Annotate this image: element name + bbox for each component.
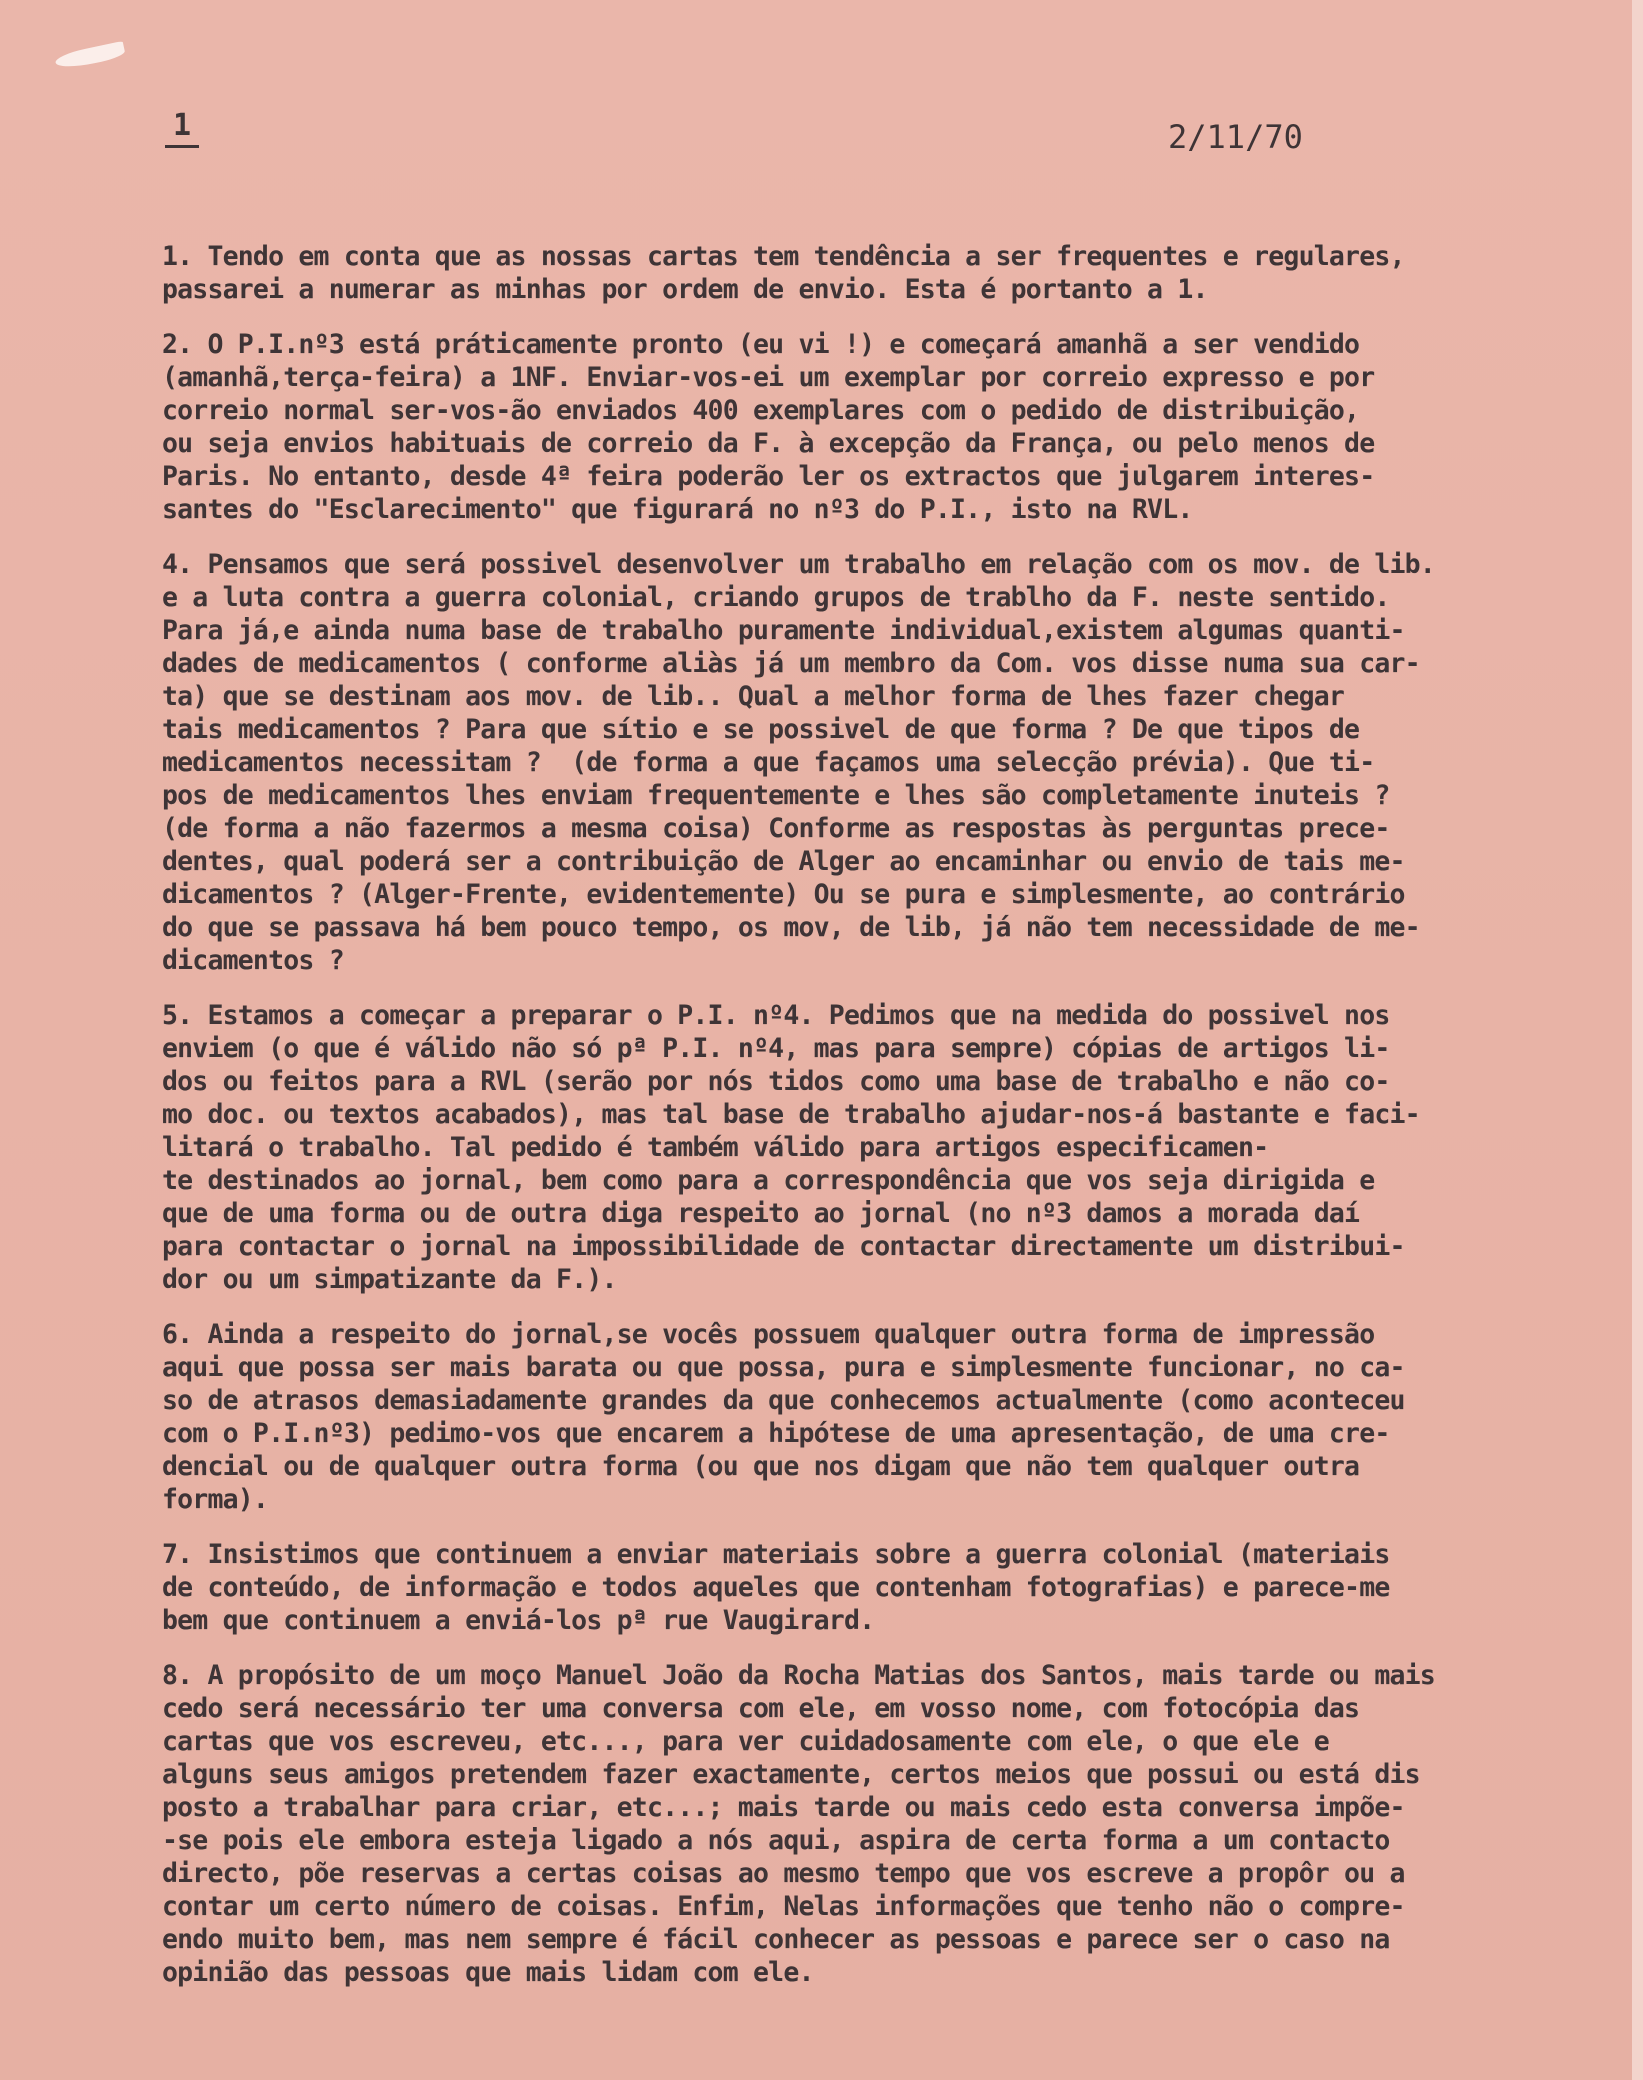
text-line: enviem (o que é válido não só pª P.I. nº4, mas para sempre) cópias de artigos li- xyxy=(162,1033,1390,1064)
text-line: Para já,e ainda numa base de trabalho puramente individual,existem algumas quanti- xyxy=(162,615,1405,646)
text-line: mo doc. ou textos acabados), mas tal base de trabalho ajudar-nos-á bastante e faci- xyxy=(162,1099,1420,1130)
text-line: endo muito bem, mas nem sempre é fácil conhecer as pessoas e parece ser o caso na xyxy=(162,1924,1390,1955)
text-line: 6. Ainda a respeito do jornal,se vocês possuem qualquer outra forma de impressão xyxy=(162,1319,1375,1350)
text-line: para contactar o jornal na impossibilidade de contactar directamente um distribui- xyxy=(162,1231,1405,1262)
text-line: dicamentos ? xyxy=(162,945,344,976)
text-line: 5. Estamos a começar a preparar o P.I. nº4. Pedimos que na medida do possivel nos xyxy=(162,1000,1390,1031)
letter-date: 2/11/70 xyxy=(1168,118,1303,156)
text-line: que de uma forma ou de outra diga respeito ao jornal (no nº3 damos a morada daí xyxy=(162,1198,1360,1229)
text-line: dor ou um simpatizante da F.). xyxy=(162,1264,617,1295)
paragraph xyxy=(162,999,1607,1296)
letter-body xyxy=(162,240,1607,2011)
text-line: correio normal ser-vos-ão enviados 400 exemplares com o pedido de distribuição, xyxy=(162,395,1360,426)
text-line: bem que continuem a enviá-los pª rue Vaugirard. xyxy=(162,1605,875,1636)
text-line: ou seja envios habituais de correio da F. à excepção da França, ou pelo menos de xyxy=(162,428,1375,459)
paper-mark xyxy=(54,41,126,71)
text-line: alguns seus amigos pretendem fazer exactamente, certos meios que possui ou está dis xyxy=(162,1759,1420,1790)
paper-edge xyxy=(1632,0,1643,2080)
text-line: 2. O P.I.nº3 está práticamente pronto (eu vi !) e começará amanhã a ser vendido xyxy=(162,329,1360,360)
text-line: e a luta contra a guerra colonial, criando grupos de trablho da F. neste sentido. xyxy=(162,582,1390,613)
text-line: cedo será necessário ter uma conversa com ele, em vosso nome, com fotocópia das xyxy=(162,1693,1360,1724)
paragraph xyxy=(162,1538,1607,1637)
text-line: 8. A propósito de um moço Manuel João da Rocha Matias dos Santos, mais tarde ou mais xyxy=(162,1660,1435,1691)
text-line: de conteúdo, de informação e todos aqueles que contenham fotografias) e parece-me xyxy=(162,1572,1390,1603)
text-line: te destinados ao jornal, bem como para a correspondência que vos seja dirigida e xyxy=(162,1165,1375,1196)
text-line: dentes, qual poderá ser a contribuição de Alger ao encaminhar ou envio de tais me- xyxy=(162,846,1405,877)
text-line: Paris. No entanto, desde 4ª feira poderão ler os extractos que julgarem interes- xyxy=(162,461,1375,492)
text-line: medicamentos necessitam ? (de forma a que façamos uma selecção prévia). Que ti- xyxy=(162,747,1375,778)
text-line: posto a trabalhar para criar, etc...; mais tarde ou mais cedo esta conversa impõe- xyxy=(162,1792,1405,1823)
text-line: so de atrasos demasiadamente grandes da que conhecemos actualmente (como aconteceu xyxy=(162,1385,1405,1416)
text-line: directo, põe reservas a certas coisas ao mesmo tempo que vos escreve a propôr ou a xyxy=(162,1858,1405,1889)
text-line: -se pois ele embora esteja ligado a nós aqui, aspira de certa forma a um contacto xyxy=(162,1825,1390,1856)
text-line: (amanhã,terça-feira) a 1NF. Enviar-vos-ei um exemplar por correio expresso e por xyxy=(162,362,1375,393)
text-line: 7. Insistimos que continuem a enviar materiais sobre a guerra colonial (materiais xyxy=(162,1539,1390,1570)
text-line: litará o trabalho. Tal pedido é também válido para artigos especificamen- xyxy=(162,1132,1269,1163)
text-line: dencial ou de qualquer outra forma (ou que nos digam que não tem qualquer outra xyxy=(162,1451,1360,1482)
text-line: ta) que se destinam aos mov. de lib.. Qual a melhor forma de lhes fazer chegar xyxy=(162,681,1345,712)
text-line: dades de medicamentos ( conforme aliàs já um membro da Com. vos disse numa sua car- xyxy=(162,648,1420,679)
text-line: 1. Tendo em conta que as nossas cartas tem tendência a ser frequentes e regulares, xyxy=(162,241,1405,272)
text-line: tais medicamentos ? Para que sítio e se possivel de que forma ? De que tipos de xyxy=(162,714,1360,745)
page-number: 1 xyxy=(165,108,199,148)
text-line: 4. Pensamos que será possivel desenvolver um trabalho em relação com os mov. de lib. xyxy=(162,549,1435,580)
text-line: com o P.I.nº3) pedimo-vos que encarem a hipótese de uma apresentação, de uma cre- xyxy=(162,1418,1390,1449)
text-line: cartas que vos escreveu, etc..., para ver cuidadosamente com ele, o que ele e xyxy=(162,1726,1329,1757)
text-line: (de forma a não fazermos a mesma coisa) Conforme as respostas às perguntas prece- xyxy=(162,813,1390,844)
text-line: passarei a numerar as minhas por ordem de envio. Esta é portanto a 1. xyxy=(162,274,1208,305)
paragraph xyxy=(162,1659,1607,1989)
text-line: opinião das pessoas que mais lidam com ele. xyxy=(162,1957,814,1988)
paragraph xyxy=(162,328,1607,526)
paragraph xyxy=(162,548,1607,977)
paragraph xyxy=(162,1318,1607,1516)
paragraph xyxy=(162,240,1607,306)
text-line: contar um certo número de coisas. Enfim, Nelas informações que tenho não o compre- xyxy=(162,1891,1405,1922)
text-line: aqui que possa ser mais barata ou que possa, pura e simplesmente funcionar, no ca- xyxy=(162,1352,1405,1383)
text-line: pos de medicamentos lhes enviam frequentemente e lhes são completamente inuteis ? xyxy=(162,780,1390,811)
text-line: santes do "Esclarecimento" que figurará no nº3 do P.I., isto na RVL. xyxy=(162,494,1193,525)
text-line: dicamentos ? (Alger-Frente, evidentemente) Ou se pura e simplesmente, ao contrário xyxy=(162,879,1405,910)
text-line: forma). xyxy=(162,1484,269,1515)
text-line: dos ou feitos para a RVL (serão por nós tidos como uma base de trabalho e não co- xyxy=(162,1066,1390,1097)
text-line: do que se passava há bem pouco tempo, os mov, de lib, já não tem necessidade de me- xyxy=(162,912,1420,943)
